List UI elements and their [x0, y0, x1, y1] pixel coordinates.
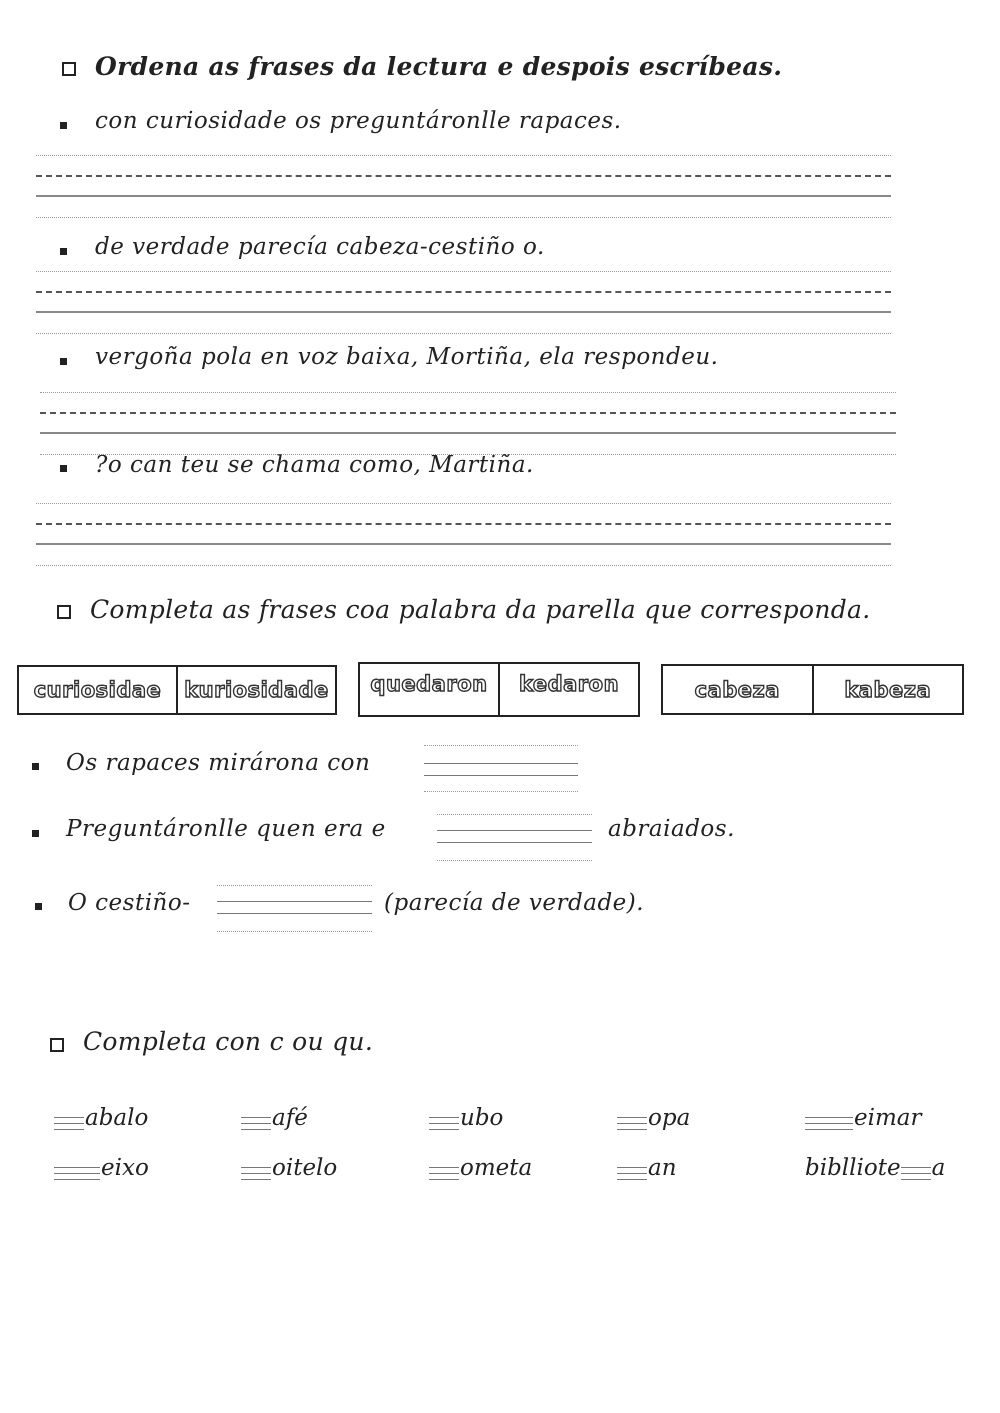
- word-option[interactable]: quedaron: [370, 672, 488, 696]
- c-qu-word[interactable]: [241, 1105, 308, 1131]
- word-ending: afé: [272, 1105, 308, 1131]
- section2-heading: Completa as frases coa palabra da parella que corresponda.: [90, 595, 871, 624]
- letter-blank[interactable]: [617, 1165, 647, 1181]
- letter-blank[interactable]: [54, 1165, 100, 1181]
- letter-blank[interactable]: [241, 1165, 271, 1181]
- c-qu-word[interactable]: [805, 1155, 945, 1181]
- c-qu-word[interactable]: [617, 1105, 690, 1131]
- letter-blank[interactable]: [241, 1115, 271, 1131]
- letter-blank[interactable]: [429, 1165, 459, 1181]
- fill-sentence-2-start: Preguntáronlle quen era e: [66, 816, 386, 842]
- c-qu-word[interactable]: [805, 1105, 921, 1131]
- section2-checkbox[interactable]: [57, 605, 71, 619]
- word-ending: abalo: [85, 1105, 149, 1131]
- c-qu-word[interactable]: [429, 1155, 532, 1181]
- letter-blank[interactable]: [617, 1115, 647, 1131]
- word-ending: eimar: [854, 1105, 922, 1131]
- word-option[interactable]: kedaron: [498, 664, 638, 715]
- word-pair-table-3: [661, 664, 964, 715]
- letter-blank[interactable]: [54, 1115, 84, 1131]
- fill-sentence-3-start: O cestiño-: [68, 890, 191, 916]
- bullet: [32, 830, 39, 837]
- bullet: [32, 763, 39, 770]
- section1-checkbox[interactable]: [62, 62, 76, 76]
- section1-heading: Ordena as frases da lectura e despois escríbeas.: [95, 52, 783, 81]
- word-ending: oitelo: [272, 1155, 338, 1181]
- c-qu-word[interactable]: [617, 1155, 677, 1181]
- word-pair-table-2: [358, 662, 640, 717]
- writing-lines-3[interactable]: [40, 392, 896, 456]
- c-qu-word[interactable]: [429, 1105, 503, 1131]
- word-ending: ubo: [460, 1105, 504, 1131]
- bullet: [60, 358, 67, 365]
- word-ending: eixo: [101, 1155, 149, 1181]
- section3-checkbox[interactable]: [50, 1038, 64, 1052]
- word-pair-table-1: [17, 665, 337, 715]
- letter-blank[interactable]: [901, 1165, 931, 1181]
- sentence-2: de verdade parecía cabeza-cestiño o.: [95, 234, 545, 260]
- c-qu-word[interactable]: [241, 1155, 337, 1181]
- letter-blank[interactable]: [805, 1115, 853, 1131]
- word-option[interactable]: kuriosidade: [176, 667, 335, 713]
- word-ending: opa: [648, 1105, 691, 1131]
- section3-heading: Completa con c ou qu.: [83, 1027, 374, 1056]
- fill-blank-3[interactable]: [217, 885, 372, 929]
- fill-sentence-1-start: Os rapaces miráronа con: [66, 750, 371, 776]
- fill-blank-1[interactable]: [424, 745, 578, 789]
- bullet: [60, 248, 67, 255]
- writing-lines-2[interactable]: [36, 271, 891, 335]
- fill-sentence-2-end: abraiados.: [608, 816, 735, 842]
- c-qu-word[interactable]: [54, 1105, 148, 1131]
- bullet: [60, 465, 67, 472]
- bullet: [35, 903, 42, 910]
- writing-lines-4[interactable]: [36, 503, 891, 567]
- word-ending: ometa: [460, 1155, 533, 1181]
- word-ending: an: [648, 1155, 677, 1181]
- word-ending: a: [931, 1155, 946, 1181]
- fill-blank-2[interactable]: [437, 814, 592, 858]
- sentence-4: ?o can teu se chama como, Martiña.: [95, 452, 534, 478]
- writing-lines-1[interactable]: [36, 155, 891, 219]
- bullet: [60, 122, 67, 129]
- word-beginning: biblliote: [805, 1155, 901, 1181]
- word-option[interactable]: kabeza: [812, 666, 963, 713]
- word-option[interactable]: curiosidae: [33, 678, 162, 702]
- sentence-3: vergoña pola en voz baixa, Mortiña, ela respondeu.: [95, 344, 719, 370]
- letter-blank[interactable]: [429, 1115, 459, 1131]
- fill-sentence-3-end: (parecía de verdade).: [384, 890, 645, 916]
- c-qu-word[interactable]: [54, 1155, 149, 1181]
- word-option[interactable]: cabeza: [694, 677, 780, 702]
- sentence-1: con curiosidade os preguntáronlle rapaces.: [95, 108, 622, 134]
